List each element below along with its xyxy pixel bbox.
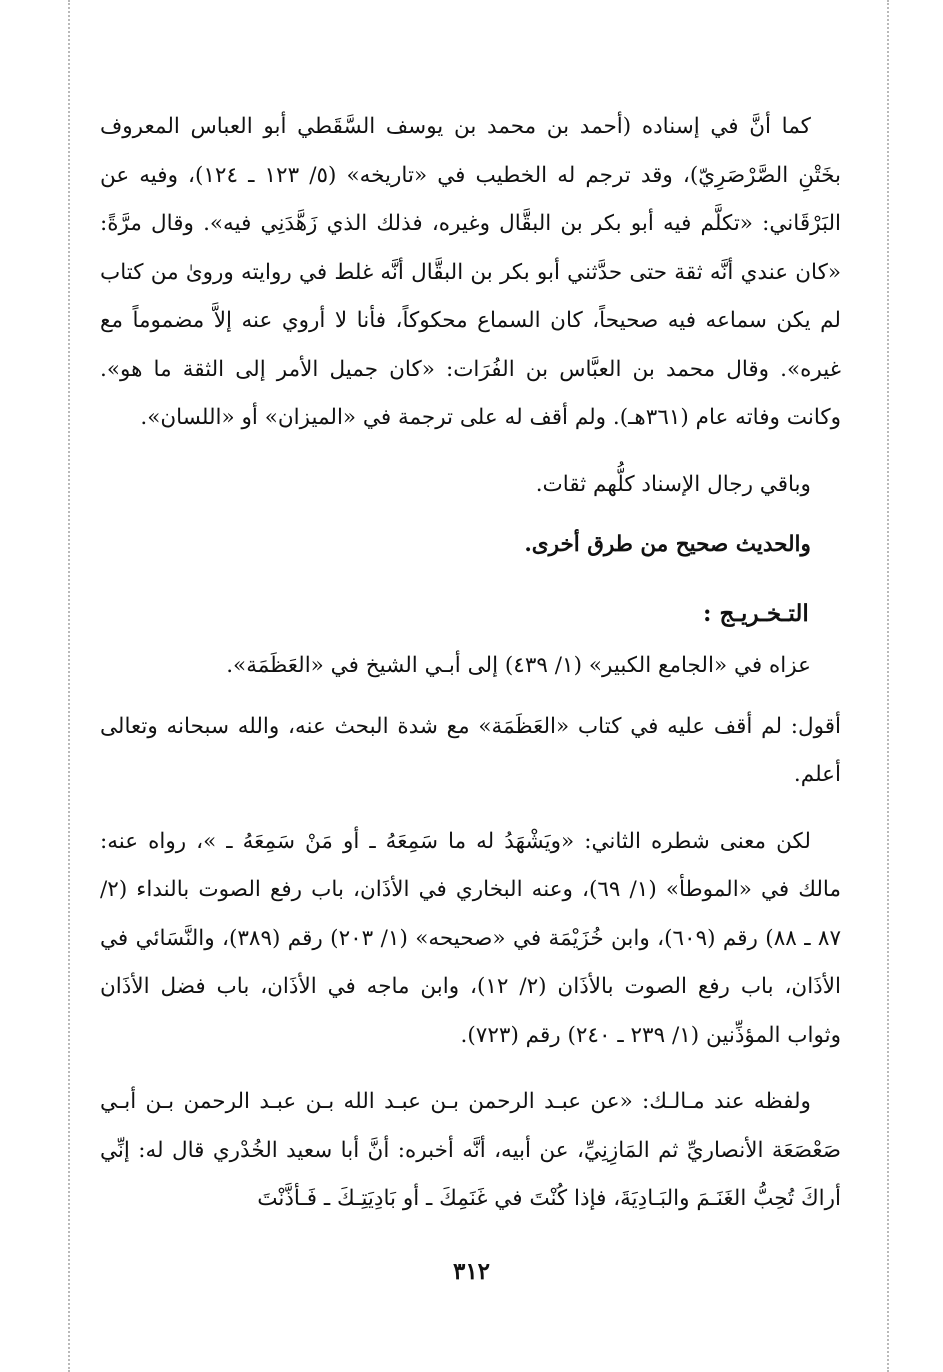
paragraph-hadith-verdict: والحديث صحيح من طرق أخرى. (524, 532, 811, 557)
page-text-column (100, 103, 841, 1244)
paragraph-second-half-sources: لكن معنى شطره الثاني: «ويَشْهَدُ له ما سَمِعَهُ ـ أو مَنْ سَمِعَهُ ـ »، رواه عنه: مالك في «الموطأ» (١/ ٦٩)، وعنه البخاري في الأذَان، باب رفع الصوت بالنداء (٢/ ٨٧ ـ ٨٨) رقم (٦٠٩)، وابن خُزَيْمَة في «صحيحه» (١/ ٢٠٣) رقم (٣٨٩)، والنَّسَائي في الأذَان، باب رفع الصوت بالأذَان (٢/ ١٢)، وابن ماجه في الأذَان، باب فضل الأذَان وثواب المؤذِّنين (١/ ٢٣٩ ـ ٢٤٠) رقم (٧٢٣). (100, 828, 842, 1048)
paragraph-author-comment: أقول: لم أقف عليه في كتاب «العَظَمَة» مع شدة البحث عنه، والله سبحانه وتعالى أعلم. (100, 713, 841, 787)
paragraph-malik-wording: ولفظه عند مـالـك: «عن عبـد الرحمن بـن عبـد الله بـن عبـد الرحمن بـن أبـي صَعْصَعَة الأنصاريِّ ثم المَازِنِيِّ، عن أبيه، أنَّه أخبره: أنَّ أبا سعيد الخُدْري قال له: إنِّي أراكَ تُحِبُّ الغَنَـمَ والبَـادِيَةَ، فإذا كُنْتَ في غَنَمِكَ ـ أو بَادِيَتِـكَ ـ فَـأذَّنْتَ (100, 1089, 841, 1211)
left-margin-guide (68, 0, 70, 1372)
paragraph-isnad-critique: كما أنَّ في إسناده (أحمد بن محمد بن يوسف السَّقَطي أبو العباس المعروف بخَتْنِ الصَّرْصَرِيّ)، وقد ترجم له الخطيب في «تاريخه» (٥/ ١٢٣ ـ ١٢٤)، وفيه عن البَرْقَاني: «تكلَّم فيه أبو بكر بن البقَّال وغيره، فذلك الذي زَهَّدَنِي فيه». وقال مرَّةً: «كان عندي أنَّه ثقة حتى حدَّثني أبو بكر بن البقَّال أنَّه غلط في روايته وروىٰ من كتاب لم يكن سماعه فيه صحيحاً، كان السماع محكوكاً، فأنا لا أروي عنه إلاَّ مضموماً مع غيره». وقال محمد بن العبَّاس بن الفُرَات: «كان جميل الأمر إلى الثقة ما هو». وكانت وفاته عام (٣٦١هـ). ولم أقف له على ترجمة في «الميزان» أو «اللسان». (100, 114, 841, 430)
paragraph-remaining-narrators: وباقي رجال الإسناد كلُّهم ثقات. (535, 471, 811, 497)
page-number: ٣١٢ (452, 1258, 491, 1285)
right-margin-guide (887, 0, 889, 1372)
section-heading-takhrij: التـخـريـج : (702, 599, 809, 627)
paragraph-attribution: عزاه في «الجامع الكبير» (١/ ٤٣٩) إلى أبـي الشيخ في «العَظَمَة». (226, 653, 811, 678)
